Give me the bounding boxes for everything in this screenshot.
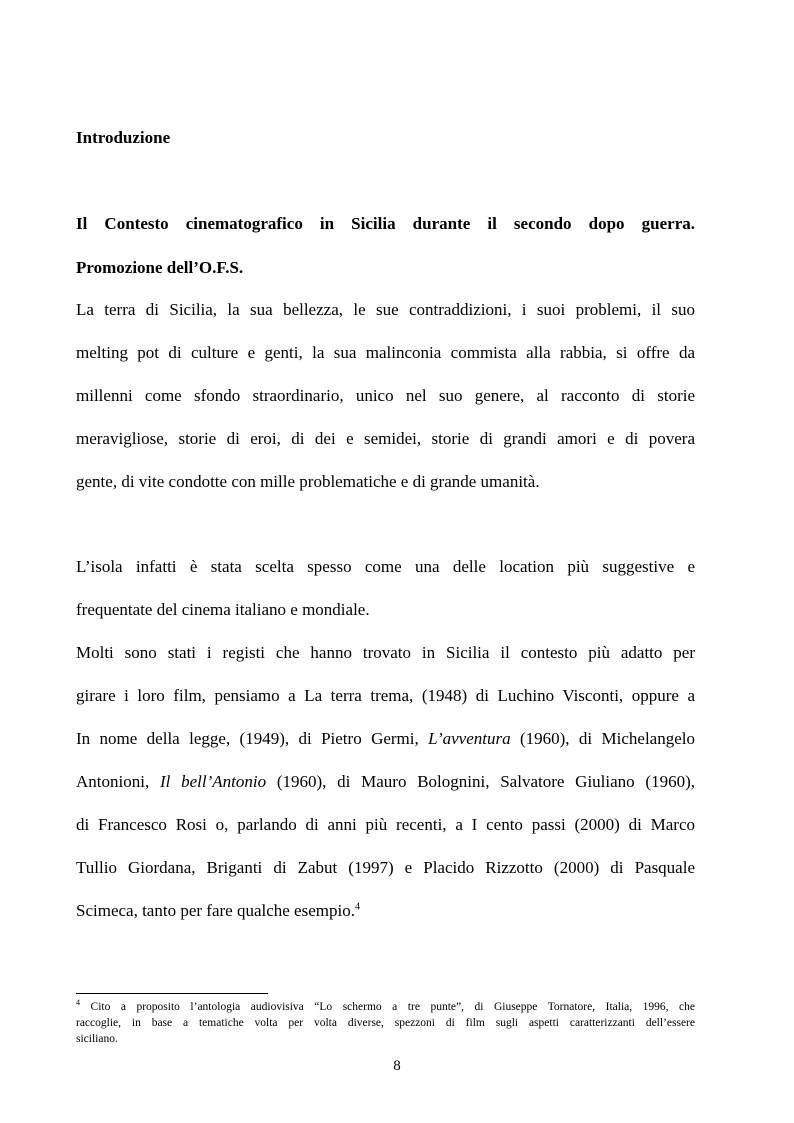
paragraph-line xyxy=(76,901,695,921)
paragraph-line xyxy=(76,729,695,749)
text-run: Cito a proposito l’antologia audiovisiva “Lo schermo a tre punte”, di Giuseppe Tornatore, Italia, 1996, che xyxy=(80,1001,695,1013)
footnote-reference[interactable]: 4 xyxy=(354,901,360,913)
film-title-italic: Il bell’Antonio xyxy=(159,772,267,791)
paragraph-line: meravigliose, storie di eroi, di dei e semidei, storie di grandi amori e di povera xyxy=(76,429,695,448)
paragraph-line: millenni come sfondo straordinario, unico nel suo genere, al racconto di storie xyxy=(76,386,695,405)
paragraph-line: gente, di vite condotte con mille problematiche e di grande umanità. xyxy=(76,472,540,491)
paragraph-line: girare i loro film, pensiamo a La terra trema, (1948) di Luchino Visconti, oppure a xyxy=(76,686,695,705)
text-run: (1960), di Mauro Bolognini, Salvatore Giuliano (1960), xyxy=(266,772,695,791)
film-title-italic: L’avventura xyxy=(428,729,511,748)
text-run: Scimeca, tanto per fare qualche esempio. xyxy=(76,901,355,920)
paragraph-line: di Francesco Rosi o, parlando di anni più recenti, a I cento passi (2000) di Marco xyxy=(76,815,695,834)
intro-heading: Introduzione xyxy=(76,128,171,147)
section-title-line-2: Promozione dell’O.F.S. xyxy=(76,258,244,277)
paragraph-line: L’isola infatti è stata scelta spesso come una delle location più suggestive e xyxy=(76,557,695,576)
paragraph-line: La terra di Sicilia, la sua bellezza, le sue contraddizioni, i suoi problemi, il suo xyxy=(76,300,695,319)
paragraph-line: frequentate del cinema italiano e mondiale. xyxy=(76,600,370,619)
footnote-divider xyxy=(76,993,268,994)
text-run: Antonioni, xyxy=(76,772,160,791)
footnote-marker: 4 xyxy=(76,998,80,1008)
section-title-line-1: Il Contesto cinematografico in Sicilia durante il secondo dopo guerra. xyxy=(76,214,695,233)
paragraph-line: melting pot di culture e genti, la sua malinconia commista alla rabbia, si offre da xyxy=(76,343,695,362)
text-run: In nome della legge, (1949), di Pietro Germi, xyxy=(76,729,429,748)
footnote-line xyxy=(76,1000,695,1014)
paragraph-line: Molti sono stati i registi che hanno trovato in Sicilia il contesto più adatto per xyxy=(76,643,695,662)
page-number: 8 xyxy=(393,1058,401,1074)
footnote-line: raccoglie, in base a tematiche volta per volta diverse, spezzoni di film sugli aspetti caratterizzanti dell’essere xyxy=(76,1017,695,1029)
footnote-line: siciliano. xyxy=(76,1033,118,1045)
paragraph-line: Tullio Giordana, Briganti di Zabut (1997) e Placido Rizzotto (2000) di Pasquale xyxy=(76,858,695,877)
text-run: (1960), di Michelangelo xyxy=(510,729,695,748)
paragraph-line xyxy=(76,772,695,792)
